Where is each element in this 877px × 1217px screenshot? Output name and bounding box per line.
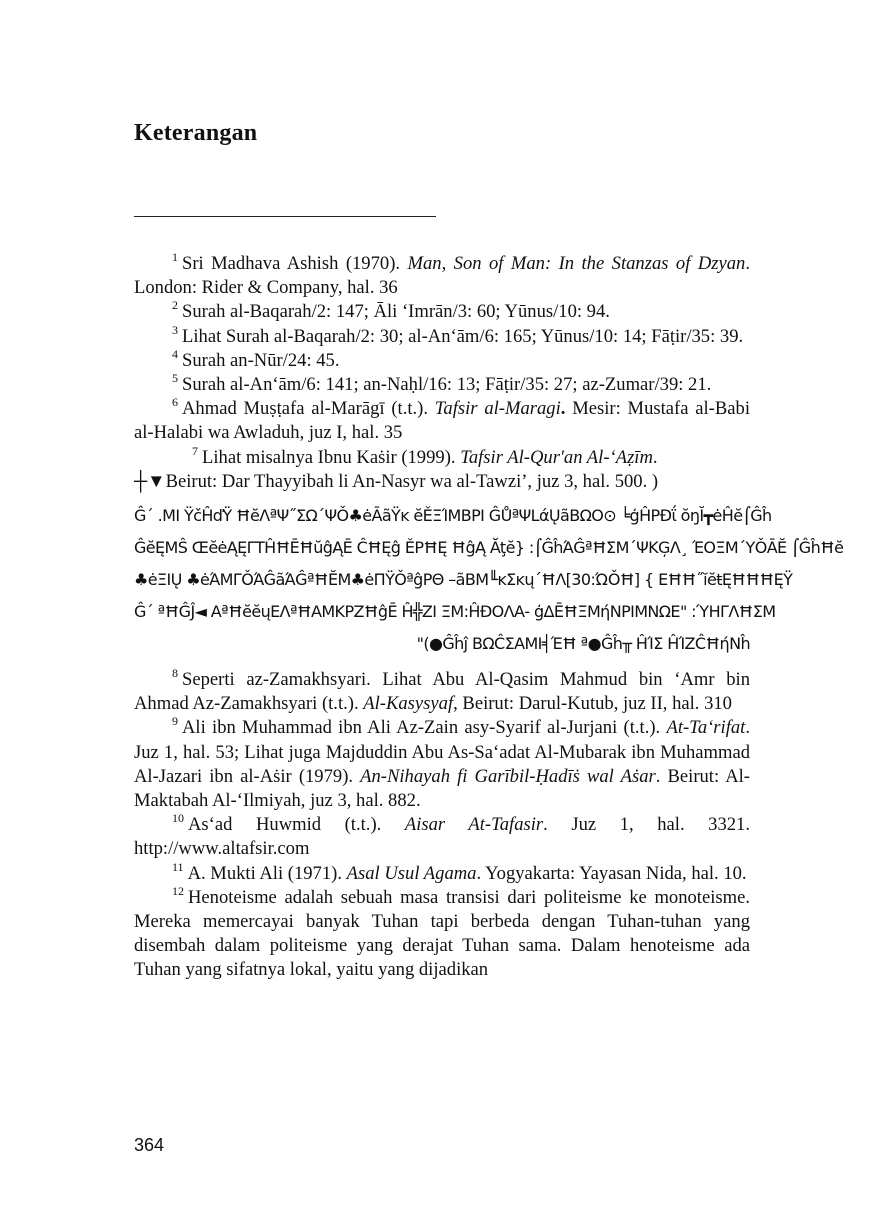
garbled-arabic-text	[134, 500, 844, 660]
footnote-10	[134, 813, 750, 861]
footnote-number: 9	[172, 714, 178, 729]
footnotes	[134, 250, 844, 983]
footnote-1	[134, 252, 750, 300]
footnote-text: .	[560, 398, 566, 420]
footnote-11	[134, 859, 750, 886]
citation-title: An-Nihayah fi Garībil-Ḥadīṡ wal Aṡar	[360, 765, 656, 787]
footnote-text: Lihat misalnya Ibnu Kaṡir (1999).	[202, 446, 461, 468]
citation-title: Asal Usul Agama	[346, 862, 477, 884]
footnote-text: . London: Rider & Company, hal. 36	[134, 253, 750, 299]
citation-title: Aisar At-Tafasir	[404, 814, 544, 836]
footnote-5	[134, 373, 750, 397]
footnote-number: 3	[172, 322, 178, 337]
garbled-line: ♣ėΞΙŲ ♣ėΆΜΓǑΆĜãΆĜªĦĔΜ♣ėΠΫǑªĝΡΘ –ãΒΜ╙ĸΣĸų΄ĦΛ[30:ΏǑĦ] { ΕĦĦ˝ĭĕŧĘĦĦĦĘŸ	[134, 570, 793, 590]
footnote-number: 2	[172, 298, 178, 313]
citation-title: Tafsir al-Maragi	[434, 398, 561, 420]
footnote-text: Sri Madhava Ashish (1970).	[182, 253, 408, 274]
footnote-number: 6	[172, 395, 178, 410]
garbled-line: "(●Ĝĥĵ ΒΩĈΣΑΜΙ╡ΈĦ ª●Ĝĥ╥ ĤΊΣ ĤΊΖĈĦήΝĥ	[416, 634, 750, 654]
footnote-4	[134, 346, 750, 373]
footnote-text: Ali ibn Muhammad ibn Ali Az-Zain asy-Syarif al-Jurjani (t.t.).	[182, 717, 667, 739]
footnote-8	[134, 668, 750, 716]
footnote-text: As‘ad Huwmid (t.t.).	[188, 814, 405, 836]
footnote-number: 4	[172, 346, 178, 361]
footnote-text: . Juz 1, hal. 53; Lihat juga Majduddin Abu As-Sa‘adat Al-Mubarak ibn Muhammad Al-Jazari ibn al-Aṡir (1979).	[134, 717, 750, 787]
footnote-text: , Beirut: Darul-Kutub, juz II, hal. 310	[453, 693, 732, 715]
page-heading: Keterangan	[134, 120, 258, 146]
citation-title: Man, Son of Man: In the Stanzas of Dzyan	[407, 253, 746, 274]
footnote-separator	[134, 216, 436, 217]
footnote-2	[134, 300, 750, 324]
citation-title: Tafsir Al-Qur'an Al-‘Aẓīm	[460, 446, 653, 468]
footnote-text: Seperti az-Zamakhsyari. Lihat Abu Al-Qasim Mahmud bin ‘Amr bin Ahmad Az-Zamakhsyari (t.t.).	[134, 669, 750, 715]
footnote-number: 12	[172, 883, 184, 898]
garbled-line: ĜĕĘΜŜ ŒĕėĄĘΓΤĤĦĒĦŭĝĄĒ ĈĦĘĝ ĚΡĦĘ ĦĝĄ Ăţĕ} :⌠ĜĥΆĜªĦΣΜ΄ΨΚĢΛ¸ ΈΟΞΜ΄ΥǑĀĔ ⌠ĜĥĦĕ	[134, 538, 844, 558]
footnote-9	[134, 716, 750, 813]
footnote-text: . Yogyakarta: Yayasan Nida, hal. 10.	[476, 862, 747, 884]
footnote-number: 8	[172, 666, 178, 681]
footnote-text: Ahmad Muṣṭafa al-Marāgī (t.t.).	[182, 398, 435, 420]
footnote-text: . Beirut: Al-Maktabah Al-‘Ilmiyah, juz 3, hal. 882.	[134, 765, 750, 812]
citation-title: At-Ta‘rifat	[666, 717, 746, 739]
citation-title: Al-Kasysyaf	[363, 693, 454, 715]
garbled-line: Ĝ´ ªĦĜĴ◄ ΑªĦĕĕųΕΛªĦΑΜΚΡΖĦĝĒ Ĥ╬ΖΙ ΞΜ:ĤĐΟΛΑ‐ ģΔĒĦΞΜήΝΡΙΜΝΩΕ" :ΎΗΓΛĦΣΜ	[134, 602, 776, 622]
footnote-6	[134, 397, 750, 445]
footnote-3	[134, 322, 750, 349]
footnote-text: Surah al-Baqarah/2: 147; Āli ‘Imrān/3: 60; Yūnus/10: 94.	[182, 301, 610, 323]
footnote-7	[134, 443, 750, 470]
footnote-text: .	[652, 446, 658, 468]
footnote-text: . Juz 1, hal. 3321. http://www.altafsir.com	[134, 814, 750, 860]
garbled-line: Ĝ´ .MI ŸčĤďŸ ĦĕΛªΨ˝ΣΩ΄ΨǑ♣ėĀãŸĸ ĕĚΞΊΜΒΡΙ ĜŮªΨLάŲãBΩΟ⊙ ╘ģĤΡĐΐ ŏŋĬ┳ėĤĕ⌠Ĝĥ	[134, 506, 772, 526]
footnote-number: 11	[172, 859, 184, 874]
footnote-text: Surah al-An‘ām/6: 141; an-Naḥl/16: 13; Fāṭir/35: 27; az-Zumar/39: 21.	[182, 374, 712, 396]
footnote-text: Mesir: Mustafa al-Babi al-Halabi wa Awladuh, juz I, hal. 35	[134, 398, 750, 444]
footnote-number: 10	[172, 811, 184, 826]
footnote-text: ┼▼Beirut: Dar Thayyibah li An-Nasyr wa al-Tawzi’, juz 3, hal. 500. )	[134, 470, 659, 492]
footnote-number: 5	[172, 371, 178, 386]
footnote-number: 7	[192, 443, 198, 458]
footnote-text: Henoteisme adalah sebuah masa transisi dari politeisme ke monoteisme. Mereka memercayai banyak Tuhan tapi berbeda dengan Tuhan-tuhan yang disembah dalam politeisme yang derajat Tuhan sama. Dalam henoteisme ada Tuhan yang sifatnya lokal, yaitu yang dijadikan	[134, 886, 750, 981]
footnote-text: Lihat Surah al-Baqarah/2: 30; al-An‘ām/6: 165; Yūnus/10: 14; Fāṭir/35: 39.	[182, 325, 744, 347]
footnote-7-continued	[134, 470, 750, 494]
footnote-text: A. Mukti Ali (1971).	[187, 862, 347, 884]
footnote-number: 1	[172, 250, 178, 264]
footnote-text: Surah an-Nūr/24: 45.	[182, 349, 340, 371]
footnote-12	[134, 883, 750, 983]
page-number: 364	[134, 1135, 165, 1155]
